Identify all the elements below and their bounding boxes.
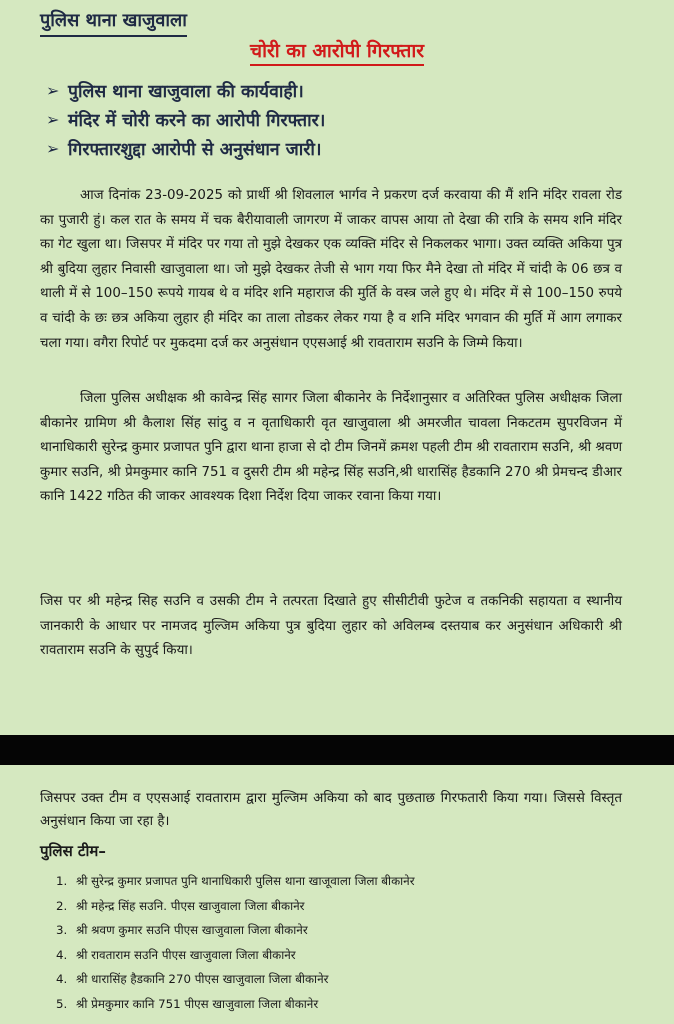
team-member: 5. श्री प्रेमकुमार कानि 751 पीएस खाजुवाला जिला बीकानेर <box>56 996 319 1011</box>
page-divider <box>0 735 674 765</box>
police-station-title: पुलिस थाना खाजुवाला <box>40 8 187 37</box>
arrow-icon: ➢ <box>46 110 60 129</box>
police-team-list <box>56 869 415 1017</box>
team-member: 2. श्री महेन्द्र सिंह सउनि. पीएस खाजुवाला जिला बीकानेर <box>56 898 305 913</box>
paragraph-investigation: जिसपर उक्त टीम व एएसआई रावताराम द्वारा मुल्जिम अकिया को बाद पुछताछ गिरफतारी किया गया। जिससे विस्तृत अनुसंधान किया जा रहा है। <box>40 791 622 829</box>
team-member: 4. श्री धारासिंह हैडकानि 270 पीएस खाजुवाला जिला बीकानेर <box>56 972 329 987</box>
press-note-page-2 <box>0 765 674 1024</box>
arrow-icon: ➢ <box>46 81 60 100</box>
summary-bullet: ➢ पुलिस थाना खाजुवाला की कार्यवाही। <box>46 81 304 102</box>
team-member: 3. श्री श्रवण कुमार सउनि पीएस खाजुवाला जिला बीकानेर <box>56 923 308 938</box>
team-member: 1. श्री सुरेन्द्र कुमार प्रजापत पुनि थानाधिकारी पुलिस थाना खाजूवाला जिला बीकानेर <box>56 874 415 888</box>
paragraph-arrest: जिस पर श्री महेन्द्र सिह सउनि व उसकी टीम ने तत्परता दिखाते हुए सीसीटीवी फुटेज व तकनिकी सहायता व स्थानीय जानकारी के आधार पर नामजद मुल्जिम अकिया पुत्र बुदिया लुहार को अविलम्ब दस्तयाब कर अनुसंधान अधिकारी श्री रावताराम सउनि के सुपुर्द किया। <box>40 594 622 659</box>
paragraph-complaint: आज दिनांक 23-09-2025 को प्रार्थी श्री शिवलाल भार्गव ने प्रकरण दर्ज करवाया की मैं शनि मंदिर रावला रोड का पुजारी हुं। कल रात के समय में चक बैरीयावाली जागरण में जाकर वापस आया तो देखा की रात्रि के समय शनि मंदिर का गेट खुला था। जिसपर में मंदिर पर गया तो मुझे देखकर एक व्यक्ति मंदिर से निकलकर भागा। उक्त व्यक्ति अकिया पुत्र श्री बुदिया लुहार निवासी खाजुवाला था। जो मुझे देखकर तेजी से भाग गया फिर मैने देखा तो मंदिर में चांदी के 06 छत्र व थाली में से 100–150 रूपये गायब थे व मंदिर शनि महाराज की मुर्ति के वस्त्र जले हुए थे। मंदिर में से 100–150 रुपये व चांदी के छः छत्र अकिया लुहार ही मंदिर का ताला तोडकर लेकर गया है व शनि मंदिर भगवान की मुर्ति में आग लगाकर चला गया। वगैरा रिपोर्ट पर मुकदमा दर्ज कर अनुसंधान एएसआई श्री रावताराम सउनि के जिम्मे किया। <box>40 188 622 351</box>
summary-bullet: ➢ मंदिर में चोरी करने का आरोपी गिरफ्तार। <box>46 110 326 131</box>
police-team-title: पुलिस टीम– <box>40 842 106 860</box>
summary-bullet: ➢ गिरफ्तारशुद्दा आरोपी से अनुसंधान जारी। <box>46 139 322 160</box>
paragraph-team-formation: जिला पुलिस अधीक्षक श्री कावेन्द्र सिंह सागर जिला बीकानेर के निर्देशानुसार व अतिरिक्त पुलिस अधीक्षक जिला बीकानेर ग्रामिण श्री कैलाश सिंह सांदु व न वृताधिकारी वृत खाजुवाला श्री अमरजीत चावला निकटतम सुपरविजन में थानाधिकारी सुरेन्द्र कुमार प्रजापत पुनि द्वारा थाना हाजा से दो टीम जिनमें क्रमश पहली टीम श्री रावताराम सउनि, श्री श्रवण कुमार सउनि, श्री प्रेमकुमार कानि 751 व दुसरी टीम श्री महेन्द्र सिंह सउनि,श्री धारासिंह हैडकानि 270 श्री प्रेमचन्द डीआर कानि 1422 गठित की जाकर आवश्यक दिशा निर्देश दिया जाकर रवाना किया गया। <box>40 391 622 505</box>
headline: चोरी का आरोपी गिरफ्तार <box>250 38 424 66</box>
arrow-icon: ➢ <box>46 139 60 158</box>
team-member: 4. श्री रावताराम सउनि पीएस खाजुवाला जिला बीकानेर <box>56 947 296 962</box>
summary-bullets <box>46 76 325 163</box>
